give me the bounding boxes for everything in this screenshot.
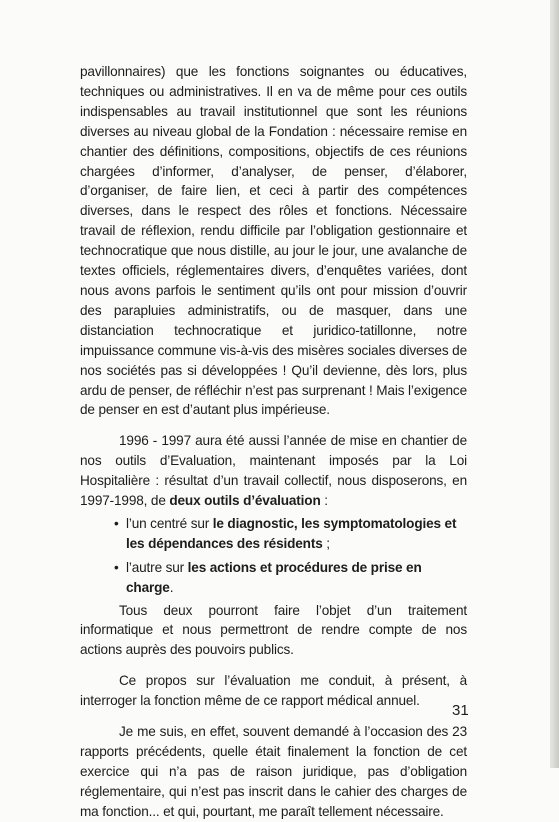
bullet-tail: . bbox=[169, 579, 174, 595]
list-item bbox=[80, 514, 467, 554]
bullet-bold: le diagnostic, les symptomatologies et les dépendances des résidents bbox=[126, 515, 457, 551]
paragraph-2-end: : bbox=[320, 493, 328, 509]
body-text bbox=[80, 62, 467, 822]
paragraph-5: Ce propos sur l’évaluation me conduit, à présent, à interroger la fonction même de ce rapport médical annuel. bbox=[80, 673, 467, 709]
paragraph-4: Tous deux pourront faire l’objet d’un traitement informatique et nous permettront de rendre compte de nos actions auprès des pouvoirs publics. bbox=[80, 602, 467, 658]
paragraph-2 bbox=[80, 431, 467, 511]
bullet-icon: • bbox=[114, 559, 119, 575]
paragraph-2-text: 1996 - 1997 aura été aussi l’année de mise en chantier de nos outils d’Evaluation, maintenant imposés par la Loi Hospitalière : résultat d’un travail collectif, nous disposerons, en 1997-1998, de bbox=[80, 433, 467, 509]
bullet-icon: • bbox=[114, 515, 119, 531]
bullet-lead: l’autre sur bbox=[126, 559, 188, 575]
paragraph-1: pavillonnaires) que les fonctions soignantes ou éducatives, techniques ou administratives. Il en va de même pour ces outils indispensables au travail institutionnel que sont les réunions diverses au niveau global de la Fondation : nécessaire remise en chantier des définitions, compositions, objectifs de ces réunions chargées d’informer, d’analyser, de penser, d’élaborer, d’organiser, de faire lien, et ceci à partir des compétences diverses, dans le respect des rôles et fonctions. Nécessaire travail de réflexion, rendu difficile par l’obligation gestionnaire et technocratique que nous distille, au jour le jour, une avalanche de textes officiels, réglementaires divers, d’enquêtes variées, dont nous avons parfois le sentiment qu’ils ont pour mission d’ouvrir des parapluies administratifs, ou de masquer, dans une distanciation technocratique et juridico-tatillonne, notre impuissance commune vis-à-vis des misères sociales diverses de nos sociétés pas si développées ! Qu’il devienne, dès lors, plus ardu de penser, de réfléchir n’est pas surprenant ! Mais l’exigence de penser en est d’autant plus impérieuse. bbox=[80, 64, 467, 418]
page-number: 31 bbox=[452, 702, 469, 719]
bullet-bold: les actions et procédures de prise en charge bbox=[126, 559, 422, 595]
bullet-lead: l’un centré sur bbox=[126, 515, 213, 531]
bullet-tail: ; bbox=[322, 535, 330, 551]
bullet-list bbox=[80, 514, 467, 598]
page-edge-shadow bbox=[550, 0, 559, 768]
paragraph-2-bold: deux outils d’évaluation bbox=[169, 493, 321, 509]
paragraph-6: Je me suis, en effet, souvent demandé à l’occasion des 23 rapports précédents, quelle était finalement la fonction de cet exercice qui n’a pas de raison juridique, pas d’obligation réglementaire, qui n’est pas inscrit dans le cahier des charges de ma fonction... et qui, pourtant, me paraît tellement nécessaire. bbox=[80, 724, 467, 819]
list-item bbox=[80, 558, 467, 598]
